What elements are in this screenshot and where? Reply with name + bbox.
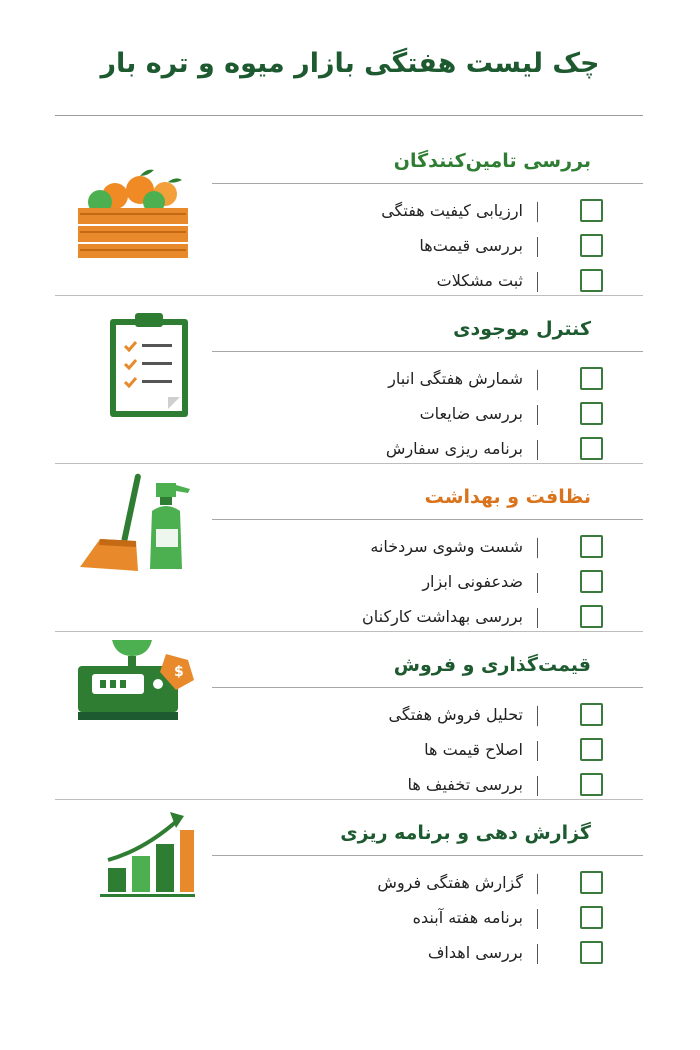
separator	[537, 202, 538, 222]
item-label: ثبت مشکلات	[436, 271, 523, 290]
section-hygiene	[55, 464, 643, 632]
checklist	[243, 868, 603, 973]
checkbox[interactable]	[580, 703, 603, 726]
item-label: شست وشوی سردخانه	[370, 537, 523, 556]
checkbox[interactable]	[580, 941, 603, 964]
section-title: قیمت‌گذاری و فروش	[393, 654, 591, 676]
separator	[537, 573, 538, 593]
separator	[537, 237, 538, 257]
checkbox[interactable]	[580, 269, 603, 292]
checklist	[243, 364, 603, 469]
svg-text:$: $	[174, 664, 184, 680]
section-rule	[212, 855, 643, 856]
clipboard-checklist-icon	[70, 311, 195, 421]
checkbox[interactable]	[580, 773, 603, 796]
item-label: بررسی اهداف	[427, 943, 523, 962]
checklist	[243, 700, 603, 805]
section-title: گزارش دهی و برنامه ریزی	[340, 822, 591, 844]
scale-price-tag-icon	[70, 632, 195, 742]
separator	[537, 741, 538, 761]
checkbox[interactable]	[580, 367, 603, 390]
checkbox[interactable]	[580, 570, 603, 593]
checklist	[243, 532, 603, 637]
item-label: ضدعفونی ابزار	[422, 572, 523, 591]
title-divider	[55, 115, 643, 116]
checkbox[interactable]	[580, 437, 603, 460]
checkbox[interactable]	[580, 199, 603, 222]
section-suppliers	[55, 128, 643, 296]
list-item	[243, 364, 603, 399]
item-label: اصلاح قیمت ها	[424, 740, 523, 759]
list-item	[243, 196, 603, 231]
list-item	[243, 938, 603, 973]
section-rule	[212, 687, 643, 688]
separator	[537, 874, 538, 894]
separator	[537, 776, 538, 796]
separator	[537, 370, 538, 390]
section-inventory	[55, 296, 643, 464]
item-label: گزارش هفتگی فروش	[377, 873, 523, 892]
separator	[537, 440, 538, 460]
checkbox[interactable]	[580, 738, 603, 761]
separator	[537, 608, 538, 628]
checkbox[interactable]	[580, 234, 603, 257]
checkbox[interactable]	[580, 906, 603, 929]
list-item	[243, 532, 603, 567]
item-label: شمارش هفتگی انبار	[388, 369, 523, 388]
item-label: ارزیابی کیفیت هفتگی	[381, 201, 523, 220]
list-item	[243, 231, 603, 266]
separator	[537, 909, 538, 929]
section-pricing-sales	[55, 632, 643, 800]
section-title: نظافت و بهداشت	[424, 486, 591, 508]
separator	[537, 944, 538, 964]
section-rule	[212, 351, 643, 352]
section-rule	[212, 519, 643, 520]
checklist	[243, 196, 603, 301]
list-item	[243, 399, 603, 434]
item-label: تحلیل فروش هفتگی	[388, 705, 523, 724]
separator	[537, 405, 538, 425]
separator	[537, 272, 538, 292]
fruit-crate-icon	[70, 158, 195, 268]
separator	[537, 706, 538, 726]
item-label: بررسی تخفیف ها	[407, 775, 523, 794]
list-item	[243, 903, 603, 938]
broom-spray-bottle-icon	[70, 469, 195, 579]
section-title: کنترل موجودی	[453, 318, 591, 340]
checkbox[interactable]	[580, 605, 603, 628]
list-item	[243, 700, 603, 735]
item-label: برنامه هفته آبنده	[412, 908, 523, 927]
checkbox[interactable]	[580, 871, 603, 894]
section-rule	[212, 183, 643, 184]
section-reporting	[55, 800, 643, 968]
section-title: بررسی تامین‌کنندگان	[393, 150, 591, 172]
growth-chart-icon	[70, 808, 195, 918]
item-label: بررسی بهداشت کارکنان	[362, 607, 523, 626]
item-label: برنامه ریزی سفارش	[385, 439, 523, 458]
list-item	[243, 868, 603, 903]
separator	[537, 538, 538, 558]
checkbox[interactable]	[580, 535, 603, 558]
item-label: بررسی ضایعات	[419, 404, 523, 423]
list-item	[243, 735, 603, 770]
page-title: چک لیست هفتگی بازار میوه و تره بار	[100, 48, 600, 79]
item-label: بررسی قیمت‌ها	[419, 236, 523, 255]
checkbox[interactable]	[580, 402, 603, 425]
list-item	[243, 567, 603, 602]
